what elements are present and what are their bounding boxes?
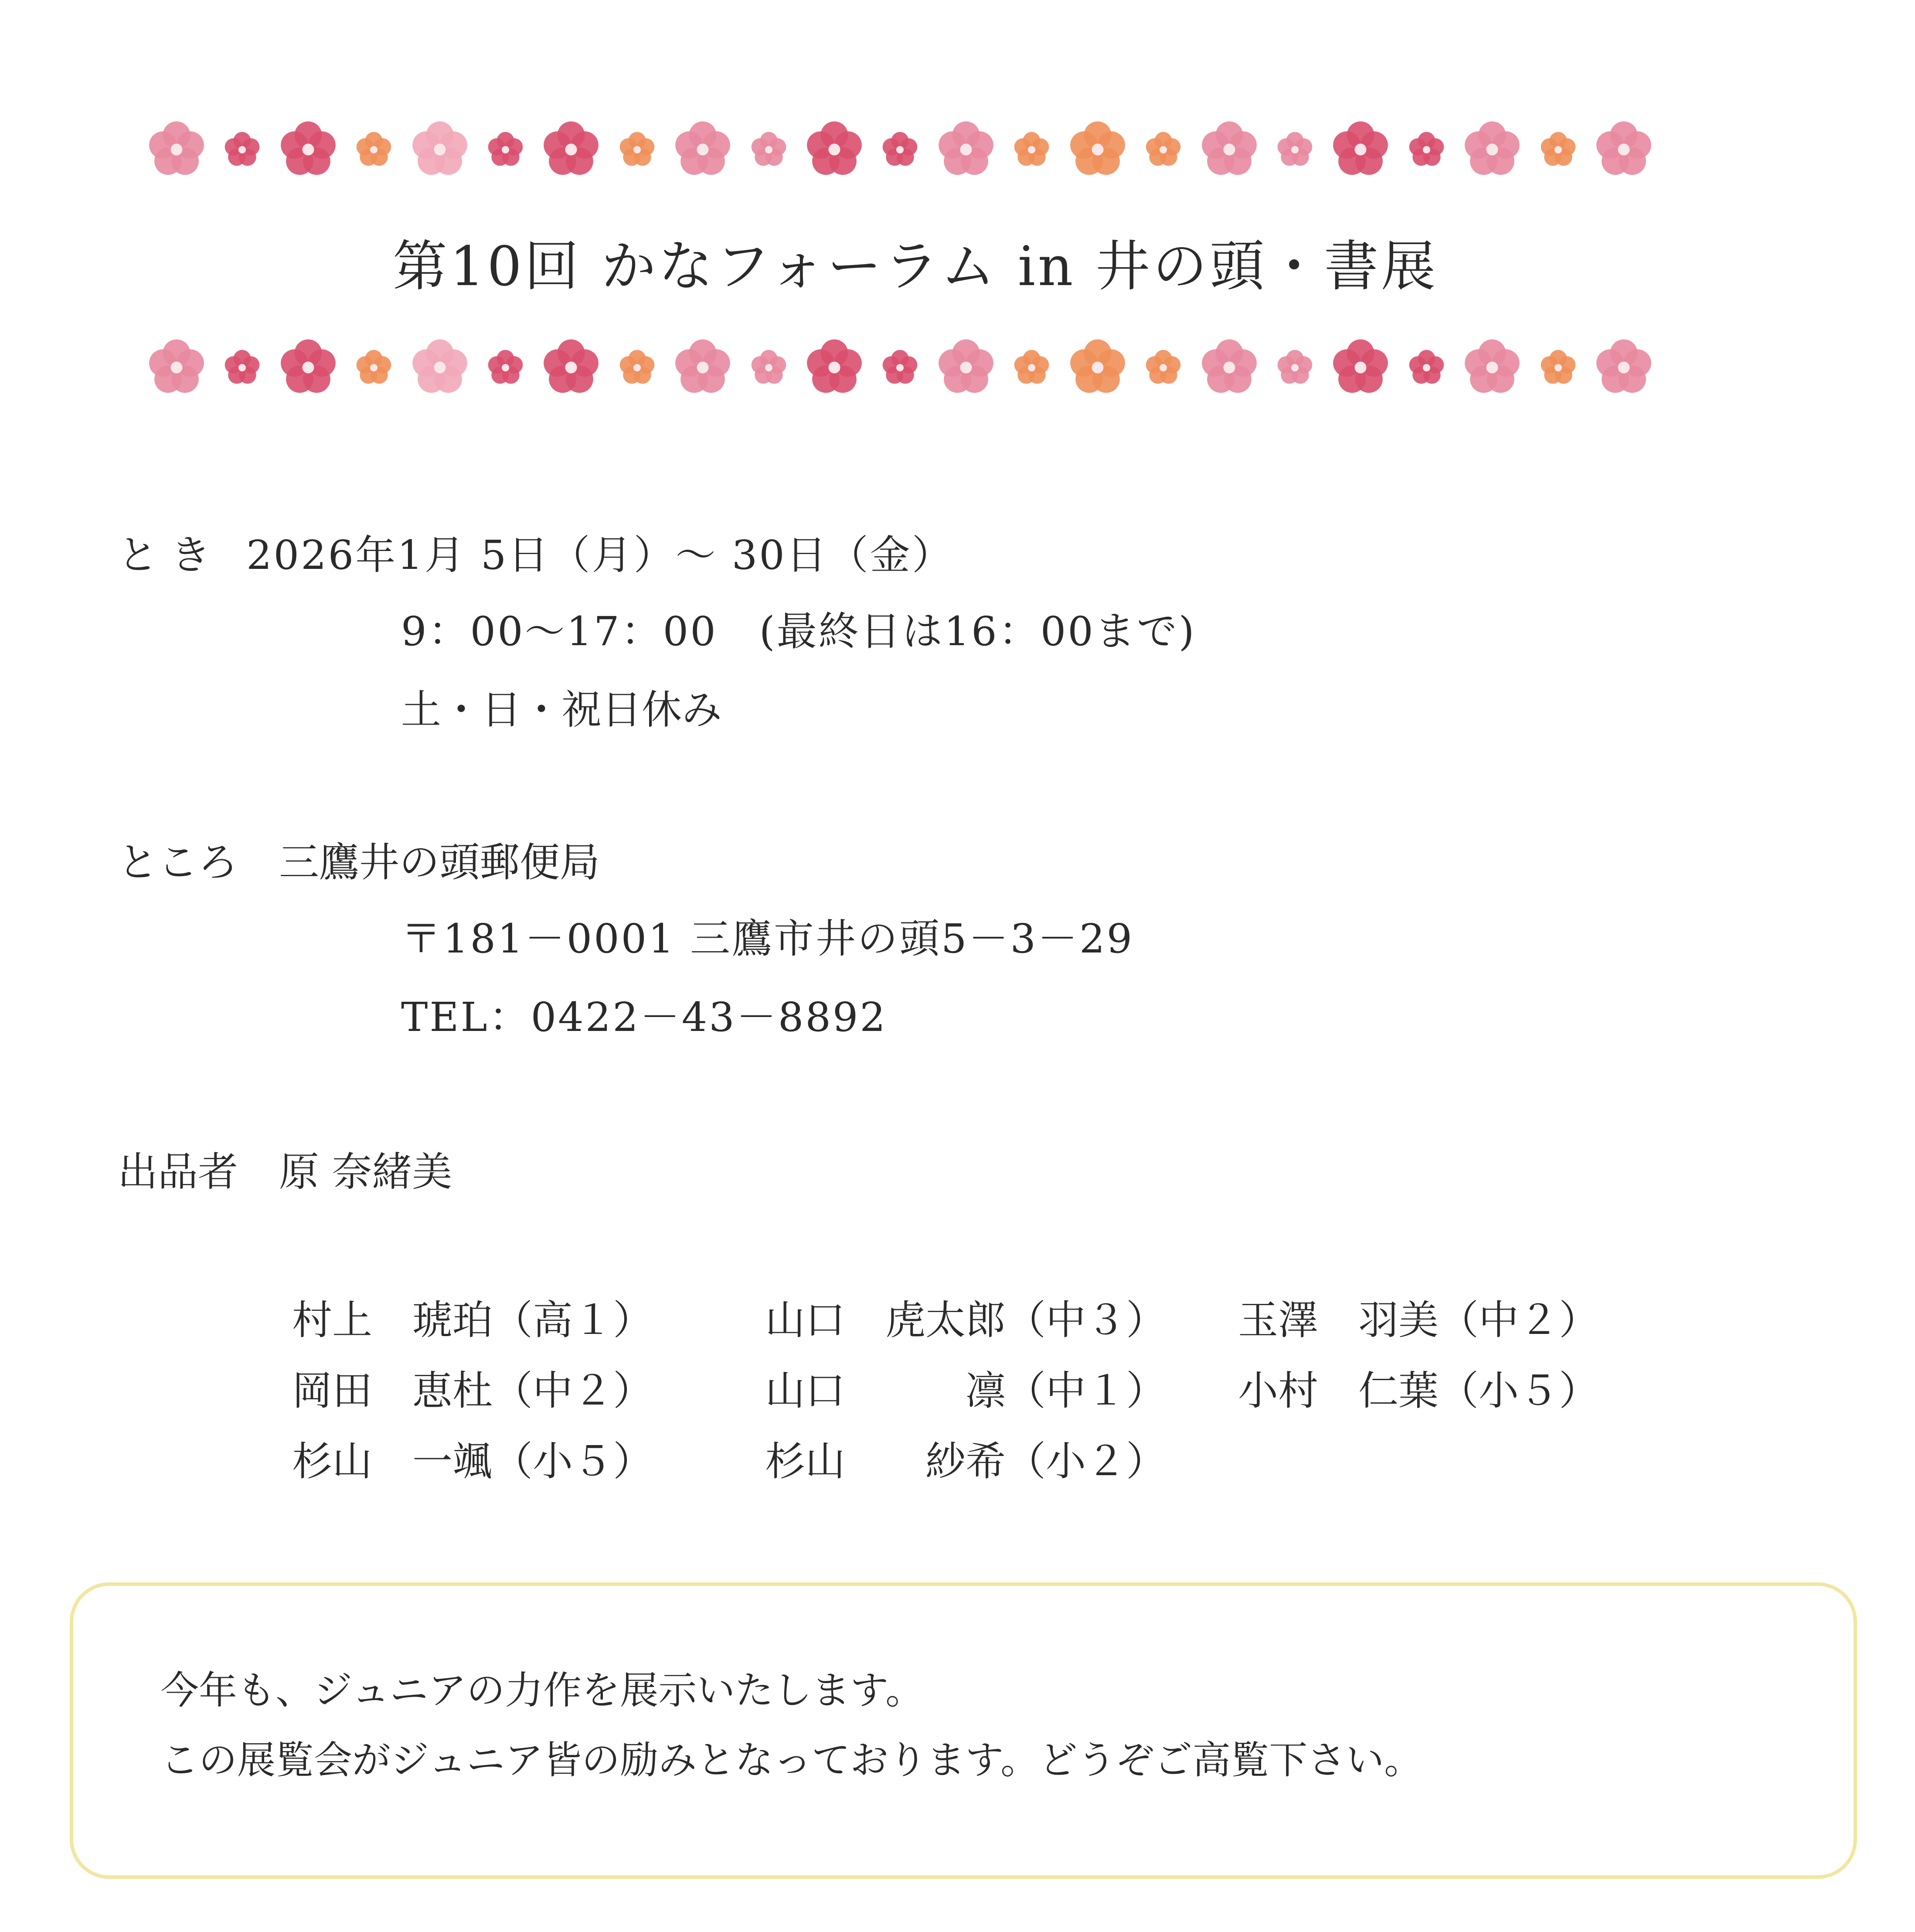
venue-tel: TEL：0422－43－8892 [401, 994, 887, 1041]
flower-icon [802, 335, 867, 400]
message-box [70, 1582, 1857, 1879]
teacher-name: 原 奈緒美 [279, 1149, 452, 1195]
flower-icon [1406, 129, 1447, 170]
exhibitor-label: 出品者 [118, 1149, 238, 1195]
flower-border-top [144, 112, 1656, 187]
flower-icon [1537, 129, 1579, 170]
flower-icon [616, 129, 658, 170]
flower-icon [538, 117, 604, 182]
where-label: ところ [118, 839, 238, 886]
flower-icon [1274, 347, 1316, 388]
flower-icon [933, 117, 999, 182]
flower-icon [879, 347, 921, 388]
when-label: と き [118, 532, 211, 578]
flower-icon [1011, 347, 1052, 388]
flower-icon [1459, 117, 1525, 182]
exhibitor-name: 岡田 恵杜（中２） [292, 1367, 653, 1414]
page-title: 第10回 かなフォーラム in 井の頭・書展 [392, 235, 1439, 298]
flower-icon [1459, 335, 1525, 400]
flower-icon [670, 335, 735, 400]
flower-icon [407, 335, 473, 400]
flower-icon [144, 335, 209, 400]
closed-days: 土・日・祝日休み [401, 687, 722, 733]
exhibitor-name: 山口 凛（中１） [765, 1367, 1167, 1414]
flower-icon [353, 347, 395, 388]
flower-icon [1143, 347, 1184, 388]
flower-icon [1197, 117, 1262, 182]
flower-icon [276, 335, 341, 400]
exhibitor-name: 村上 琥珀（高１） [292, 1297, 653, 1344]
flower-icon [1537, 347, 1579, 388]
flower-icon [748, 347, 789, 388]
flower-icon [616, 347, 658, 388]
flower-icon [144, 117, 209, 182]
exhibitor-name: 小村 仁葉（小５） [1238, 1367, 1599, 1414]
flower-icon [879, 129, 921, 170]
flower-icon [1011, 129, 1052, 170]
exhibitor-name: 山口 虎太郎（中３） [765, 1297, 1167, 1344]
event-date: 2026年1月 5日（月）～ 30日（金） [246, 532, 954, 578]
flower-icon [1406, 347, 1447, 388]
flower-icon [1065, 335, 1130, 400]
flower-icon [485, 129, 526, 170]
venue-name: 三鷹井の頭郵便局 [279, 839, 600, 886]
flower-icon [1591, 335, 1656, 400]
venue-address: 〒181－0001 三鷹市井の頭5－3－29 [401, 915, 1134, 962]
flower-icon [670, 117, 735, 182]
flower-icon [748, 129, 789, 170]
flower-icon [802, 117, 867, 182]
flower-icon [1591, 117, 1656, 182]
flower-icon [1274, 129, 1316, 170]
flower-icon [1328, 335, 1393, 400]
flower-icon [353, 129, 395, 170]
flower-icon [1143, 129, 1184, 170]
exhibitor-name: 杉山 一颯（小５） [292, 1438, 653, 1485]
flower-icon [1197, 335, 1262, 400]
flower-icon [407, 117, 473, 182]
flower-icon [276, 117, 341, 182]
exhibitor-name: 玉澤 羽美（中２） [1238, 1297, 1599, 1344]
flower-icon [933, 335, 999, 400]
message-line-2: この展覧会がジュニア皆の励みとなっております。どうぞご高覧下さい。 [160, 1738, 1423, 1782]
flower-icon [485, 347, 526, 388]
flower-icon [221, 129, 263, 170]
event-hours: 9：00～17：00 (最終日は16：00まで) [401, 608, 1196, 655]
flower-border-bottom [144, 330, 1656, 405]
flower-icon [538, 335, 604, 400]
flower-icon [1065, 117, 1130, 182]
message-line-1: 今年も、ジュニアの力作を展示いたします。 [160, 1668, 924, 1713]
flower-icon [221, 347, 263, 388]
flower-icon [1328, 117, 1393, 182]
exhibitor-name: 杉山 紗希（小２） [765, 1438, 1167, 1485]
